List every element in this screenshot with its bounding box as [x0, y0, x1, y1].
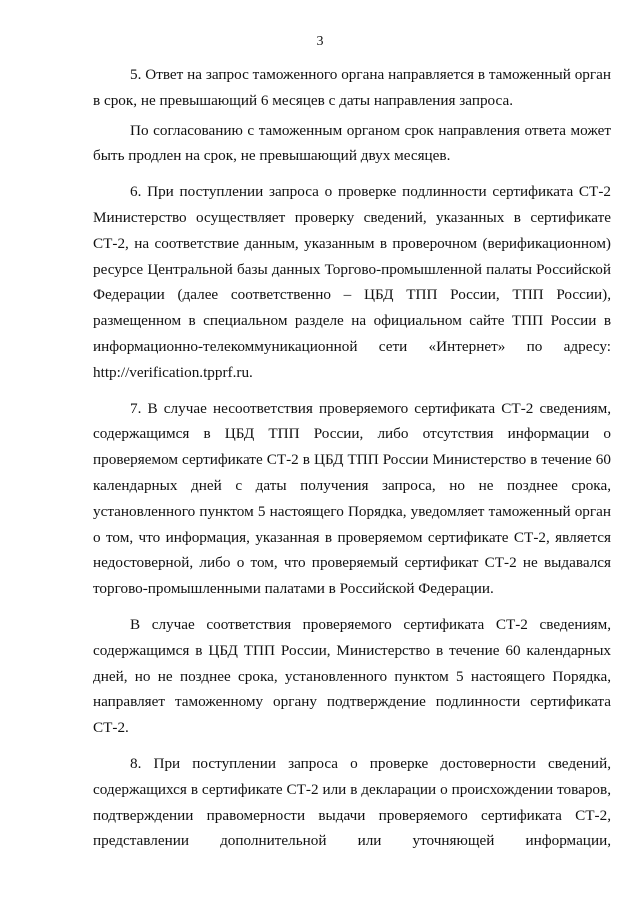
- paragraph-item-7-confirmation: В случае соответствия проверяемого сертификата СТ-2 сведениям, содержащимся в ЦБД ТПП России, Министерство в течение 60 календарных дней, но не позднее срока, установленного пунктом 5 настоящего Порядка, направляет таможенному органу подтверждение подлинности сертификата СТ-2.: [93, 615, 611, 737]
- document-body: [93, 62, 611, 854]
- paragraph-item-6: 6. При поступлении запроса о проверке подлинности сертификата СТ-2 Министерство осуществляет проверку сведений, указанных в сертификате СТ-2, на соответствие данным, указанным в проверочном (верификационном) ресурсе Центральной базы данных Торгово-промышленной палаты Российской Федерации (далее соответственно – ЦБД ТПП России, ТПП России), размещенном в специальном разделе на официальном сайте ТПП России в информационно-телекоммуникационной сети «Интернет» по адресу: http://verification.tpprf.ru.: [93, 183, 611, 381]
- paragraph-item-7: 7. В случае несоответствия проверяемого сертификата СТ-2 сведениям, содержащимся в ЦБД ТПП России, либо отсутствия информации о проверяемом сертификате СТ-2 в ЦБД ТПП России Министерство в течение 60 календарных дней с даты получения запроса, но не позднее срока, установленного пунктом 5 настоящего Порядка, уведомляет таможенный орган о том, что информация, указанная в проверяемом сертификате СТ-2, является недостоверной, либо о том, что проверяемый сертификат СТ-2 не выдавался торгово-промышленными палатами в Российской Федерации.: [93, 399, 611, 598]
- paragraph-extension-term: По согласованию с таможенным органом срок направления ответа может быть продлен на срок, не превышающий двух месяцев.: [93, 121, 611, 165]
- paragraph-item-8: 8. При поступлении запроса о проверке достоверности сведений, содержащихся в сертификате СТ-2 или в декларации о происхождении товаров, подтверждении правомерности выдачи проверяемого сертификата СТ-2, представлении дополнительной или уточняющей информации,: [93, 754, 611, 850]
- page-number: 3: [316, 34, 324, 49]
- paragraph-item-5: 5. Ответ на запрос таможенного органа направляется в таможенный орган в срок, не превышающий 6 месяцев с даты направления запроса.: [93, 66, 611, 109]
